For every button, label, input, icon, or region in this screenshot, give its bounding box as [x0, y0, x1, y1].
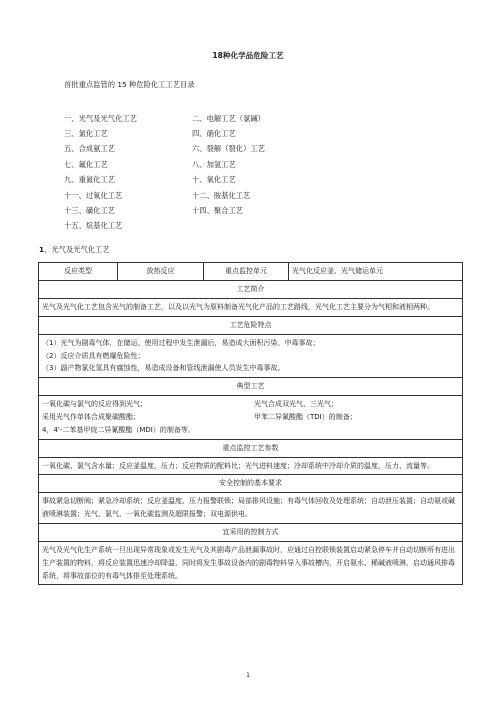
hazard-item: （2）反应介质具有燃爆危险性；: [42, 351, 145, 360]
hazards-cell: [39, 334, 463, 377]
section-number: 1: [39, 245, 45, 254]
catalog-item: 十、氧化工艺: [192, 175, 236, 185]
table-row: [39, 541, 463, 584]
table-row: [39, 457, 463, 475]
catalog-row: [64, 142, 332, 157]
table-row: [39, 523, 463, 541]
catalog-item: 八、加氢工艺: [192, 159, 236, 169]
table-row: [39, 378, 463, 396]
monitor-unit-value: 光气化反应釜、光气储运单元: [289, 263, 463, 281]
table-row: [39, 316, 463, 334]
catalog-item: 十二、胺基化工艺: [192, 190, 251, 200]
catalog-item: 五、合成氨工艺: [64, 144, 116, 154]
reaction-type-value: 放热反应: [118, 263, 204, 281]
process-catalog: [64, 111, 332, 234]
typical-row: [42, 411, 459, 424]
section-header-intro: 工艺简介: [39, 281, 463, 299]
catalog-row: [64, 173, 332, 188]
table-row: [39, 493, 463, 524]
process-table: [38, 262, 463, 585]
intro-text: 光气及光气化工艺包含光气的制备工艺，以及以光气为原料制备光气化产品的工艺路线，光气化工艺主要分为气相和液相两种。: [39, 299, 463, 317]
typical-cell: [39, 396, 463, 439]
typical-item: 甲苯二异氰酸酯（TDI）的制备；: [254, 412, 357, 421]
hazard-item: （3）副产物氯化氢具有腐蚀性，易造成设备和管线泄漏使人员发生中毒事故。: [42, 364, 285, 373]
catalog-intro: 首批重点监管的 15 种危险化工工艺目录: [64, 80, 195, 89]
section-header-typical: 典型工艺: [39, 378, 463, 396]
catalog-row: [64, 157, 332, 172]
table-row: [39, 475, 463, 493]
catalog-row: [64, 219, 332, 234]
catalog-item: 六、裂解（裂化）工艺: [192, 144, 265, 154]
catalog-item: 十五、烷基化工艺: [64, 221, 123, 231]
typical-item: 一氧化碳与氯气的反应得到光气；: [42, 400, 147, 409]
catalog-item: 十四、聚合工艺: [192, 206, 244, 216]
section-title: 、光气及光气化工艺: [44, 245, 110, 254]
monitor-unit-label: 重点监控单元: [204, 263, 289, 281]
section-header-control: 宜采用的控制方式: [39, 523, 463, 541]
catalog-item: 九、重氮化工艺: [64, 175, 116, 185]
document-title: 18种化学品危险工艺: [212, 51, 284, 60]
params-text: 一氧化碳、氯气含水量；反应釜温度、压力；反应物质的配料比；光气进料速度；冷却系统中冷却介质的温度、压力、流量等。: [39, 457, 463, 475]
page-number: 1: [246, 672, 250, 679]
table-row: [39, 439, 463, 457]
catalog-row: [64, 203, 332, 218]
catalog-item: 十一、过氧化工艺: [64, 190, 123, 200]
section-header-params: 重点监控工艺参数: [39, 439, 463, 457]
section-heading: [39, 245, 110, 255]
catalog-item: 三、氯化工艺: [64, 129, 108, 139]
table-row: [39, 263, 463, 281]
catalog-item: 十三、磺化工艺: [64, 206, 116, 216]
typical-item: 采用光气作单体合成聚碳酸酯；: [42, 412, 140, 421]
catalog-item: 四、硝化工艺: [192, 129, 236, 139]
catalog-row: [64, 126, 332, 141]
control-text: 光气及光气化生产系统一旦出现异常现象或发生光气及其剧毒产品泄漏事故时，应通过自控联锁装置启动紧急停车并自动切断所有进出生产装置的物料，将反应装置迅速冷却降温，同时将发生事故设备内的剧毒物料导入事故槽内，开启氨水、稀碱液喷淋，启动通风排毒系统，将事故部位的有毒气体排至处理系统。: [39, 541, 463, 584]
catalog-row: [64, 188, 332, 203]
catalog-item: 一、光气及光气化工艺: [64, 113, 137, 123]
typical-row: [42, 398, 459, 411]
table-row: [39, 281, 463, 299]
reaction-type-label: 反应类型: [39, 263, 118, 281]
table-row: [39, 299, 463, 317]
typical-item: 光气合成双光气、三光气；: [254, 400, 338, 409]
table-row: [39, 334, 463, 377]
hazard-item: （1）光气为剧毒气体，在储运、使用过程中发生泄漏后，易造成大面积污染、中毒事故；: [42, 338, 320, 347]
typical-item: 4，4'-二苯基甲烷二异氰酸酯（MDI）的制备等。: [42, 425, 195, 434]
section-header-safety: 安全控制的基本要求: [39, 475, 463, 493]
catalog-row: [64, 111, 332, 126]
section-header-hazards: 工艺危险特点: [39, 316, 463, 334]
catalog-item: 七、氟化工艺: [64, 159, 108, 169]
table-row: [39, 396, 463, 439]
safety-text: 事故紧急切断阀；紧急冷却系统；反应釜温度、压力报警联锁；局部排风设施；有毒气体回收及处理系统；自动泄压装置；自动氨或碱液喷淋装置；光气、氯气、一氧化碳监测及超限报警；双电源供电。: [39, 493, 463, 524]
catalog-item: 二、电解工艺（氯碱）: [192, 113, 265, 123]
